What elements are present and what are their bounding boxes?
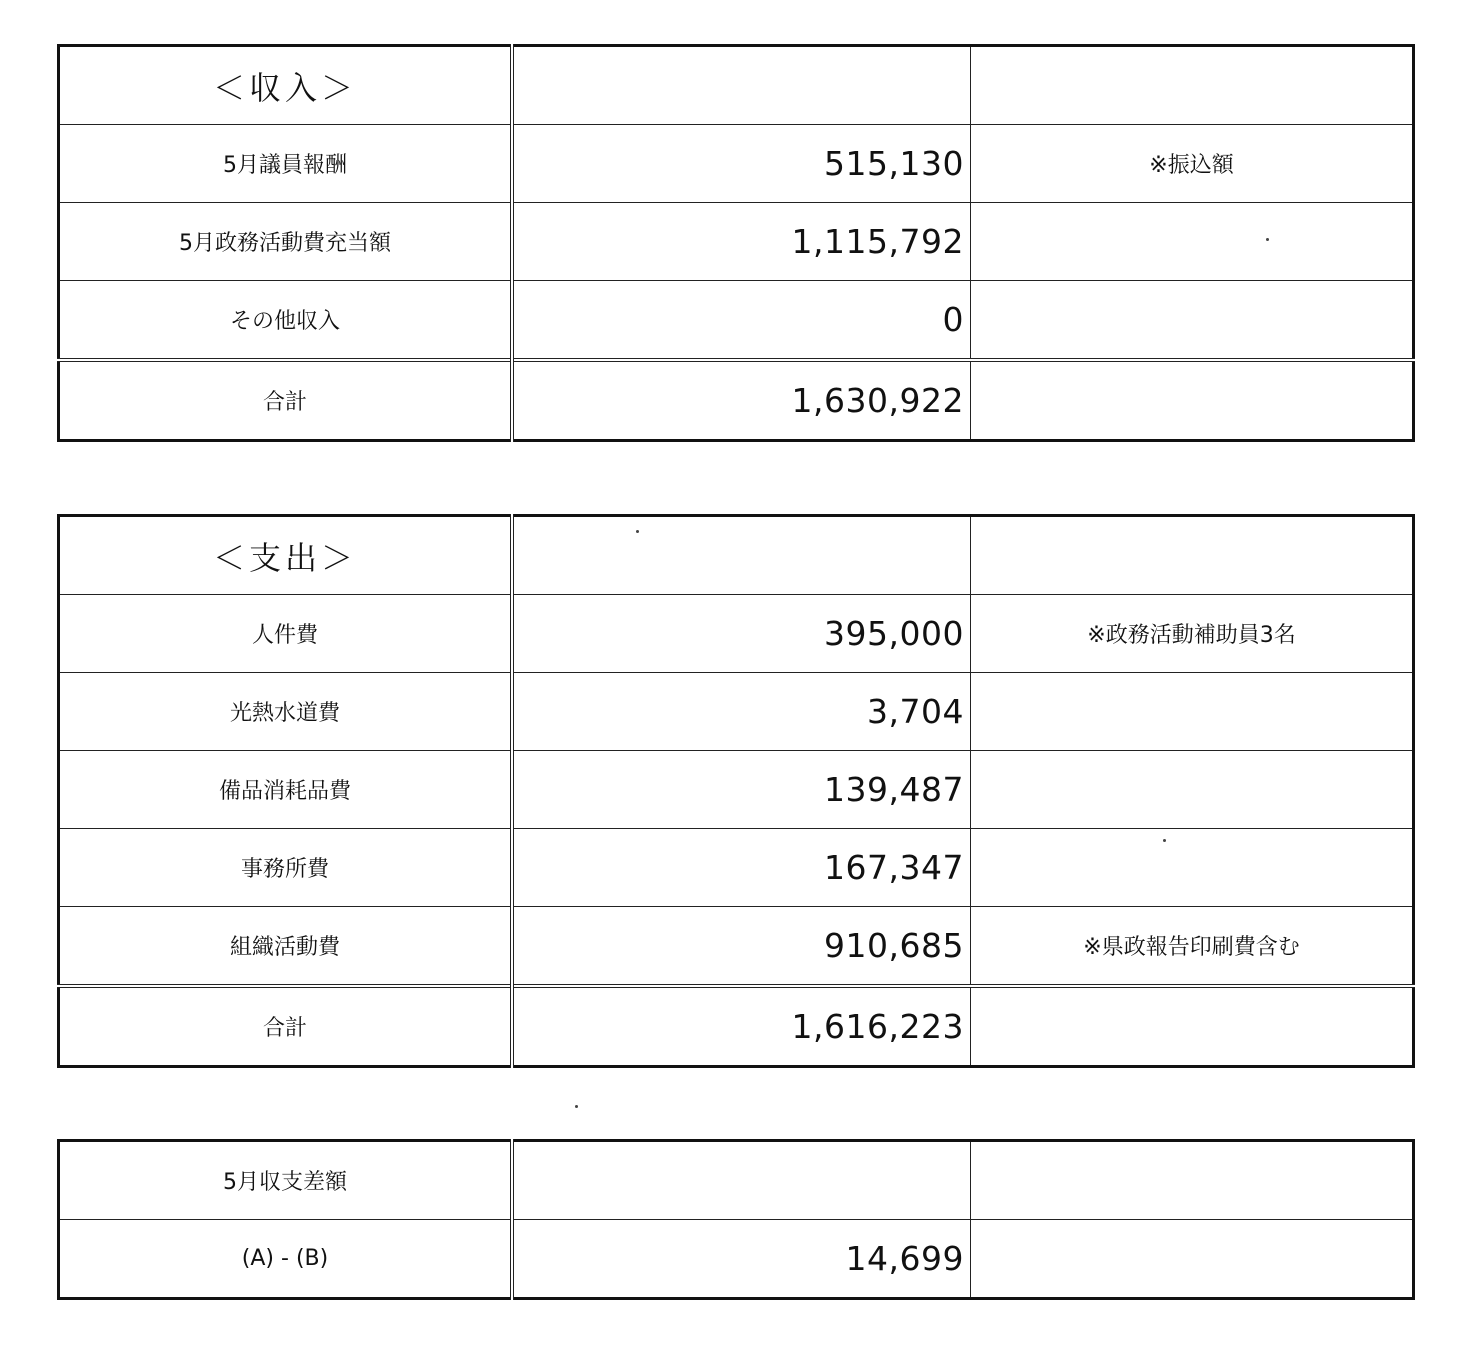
income-total-row: [59, 360, 1414, 441]
income-row-label: 5月議員報酬: [59, 125, 513, 203]
expense-row-note: [971, 751, 1414, 829]
difference-value-row: [59, 1220, 1414, 1299]
expense-header: ＜支出＞: [59, 516, 513, 595]
expense-row-label: 事務所費: [59, 829, 513, 907]
difference-note-cell: [971, 1220, 1414, 1299]
expense-total-note: [971, 986, 1414, 1067]
expense-row-label: 組織活動費: [59, 907, 513, 987]
expense-row-label: 備品消耗品費: [59, 751, 513, 829]
income-total-note: [971, 360, 1414, 441]
income-total-label: 合計: [59, 360, 513, 441]
scan-speck: [575, 1105, 578, 1108]
expense-total-row: [59, 986, 1414, 1067]
expense-header-note-cell: [971, 516, 1414, 595]
income-row-amount: 515,130: [512, 125, 971, 203]
expense-row: [59, 673, 1414, 751]
scan-speck: [1163, 839, 1166, 842]
expense-row: [59, 751, 1414, 829]
expense-row-note: [971, 673, 1414, 751]
scan-speck: [1266, 238, 1269, 241]
difference-title: 5月収支差額: [59, 1141, 513, 1220]
expense-row-amount: 395,000: [512, 595, 971, 673]
expense-table: [57, 514, 1415, 1068]
income-row: [59, 125, 1414, 203]
difference-amount: 14,699: [512, 1220, 971, 1299]
expense-total-amount: 1,616,223: [512, 986, 971, 1067]
income-row-label: 5月政務活動費充当額: [59, 203, 513, 281]
difference-title-amount-cell: [512, 1141, 971, 1220]
income-table: [57, 44, 1415, 442]
income-header-amount-cell: [512, 46, 971, 125]
difference-title-note-cell: [971, 1141, 1414, 1220]
income-total-amount: 1,630,922: [512, 360, 971, 441]
difference-title-row: [59, 1141, 1414, 1220]
income-row-note: [971, 203, 1414, 281]
expense-row-amount: 910,685: [512, 907, 971, 987]
expense-row: [59, 595, 1414, 673]
expense-row-note: [971, 829, 1414, 907]
expense-row: [59, 829, 1414, 907]
income-header-note-cell: [971, 46, 1414, 125]
expense-row-label: 光熱水道費: [59, 673, 513, 751]
difference-table: [57, 1139, 1415, 1300]
expense-row-note: ※政務活動補助員3名: [971, 595, 1414, 673]
expense-row-amount: 167,347: [512, 829, 971, 907]
income-row-amount: 0: [512, 281, 971, 361]
expense-header-row: [59, 516, 1414, 595]
income-row: [59, 203, 1414, 281]
scan-speck: [636, 530, 639, 533]
income-row-note: ※振込額: [971, 125, 1414, 203]
income-row-note: [971, 281, 1414, 361]
difference-formula: (A) - (B): [59, 1220, 513, 1299]
expense-header-amount-cell: [512, 516, 971, 595]
expense-row-amount: 139,487: [512, 751, 971, 829]
income-header: ＜収入＞: [59, 46, 513, 125]
income-row-amount: 1,115,792: [512, 203, 971, 281]
expense-row: [59, 907, 1414, 987]
expense-row-label: 人件費: [59, 595, 513, 673]
income-row-label: その他収入: [59, 281, 513, 361]
expense-row-note: ※県政報告印刷費含む: [971, 907, 1414, 987]
income-row: [59, 281, 1414, 361]
expense-row-amount: 3,704: [512, 673, 971, 751]
income-header-row: [59, 46, 1414, 125]
expense-total-label: 合計: [59, 986, 513, 1067]
